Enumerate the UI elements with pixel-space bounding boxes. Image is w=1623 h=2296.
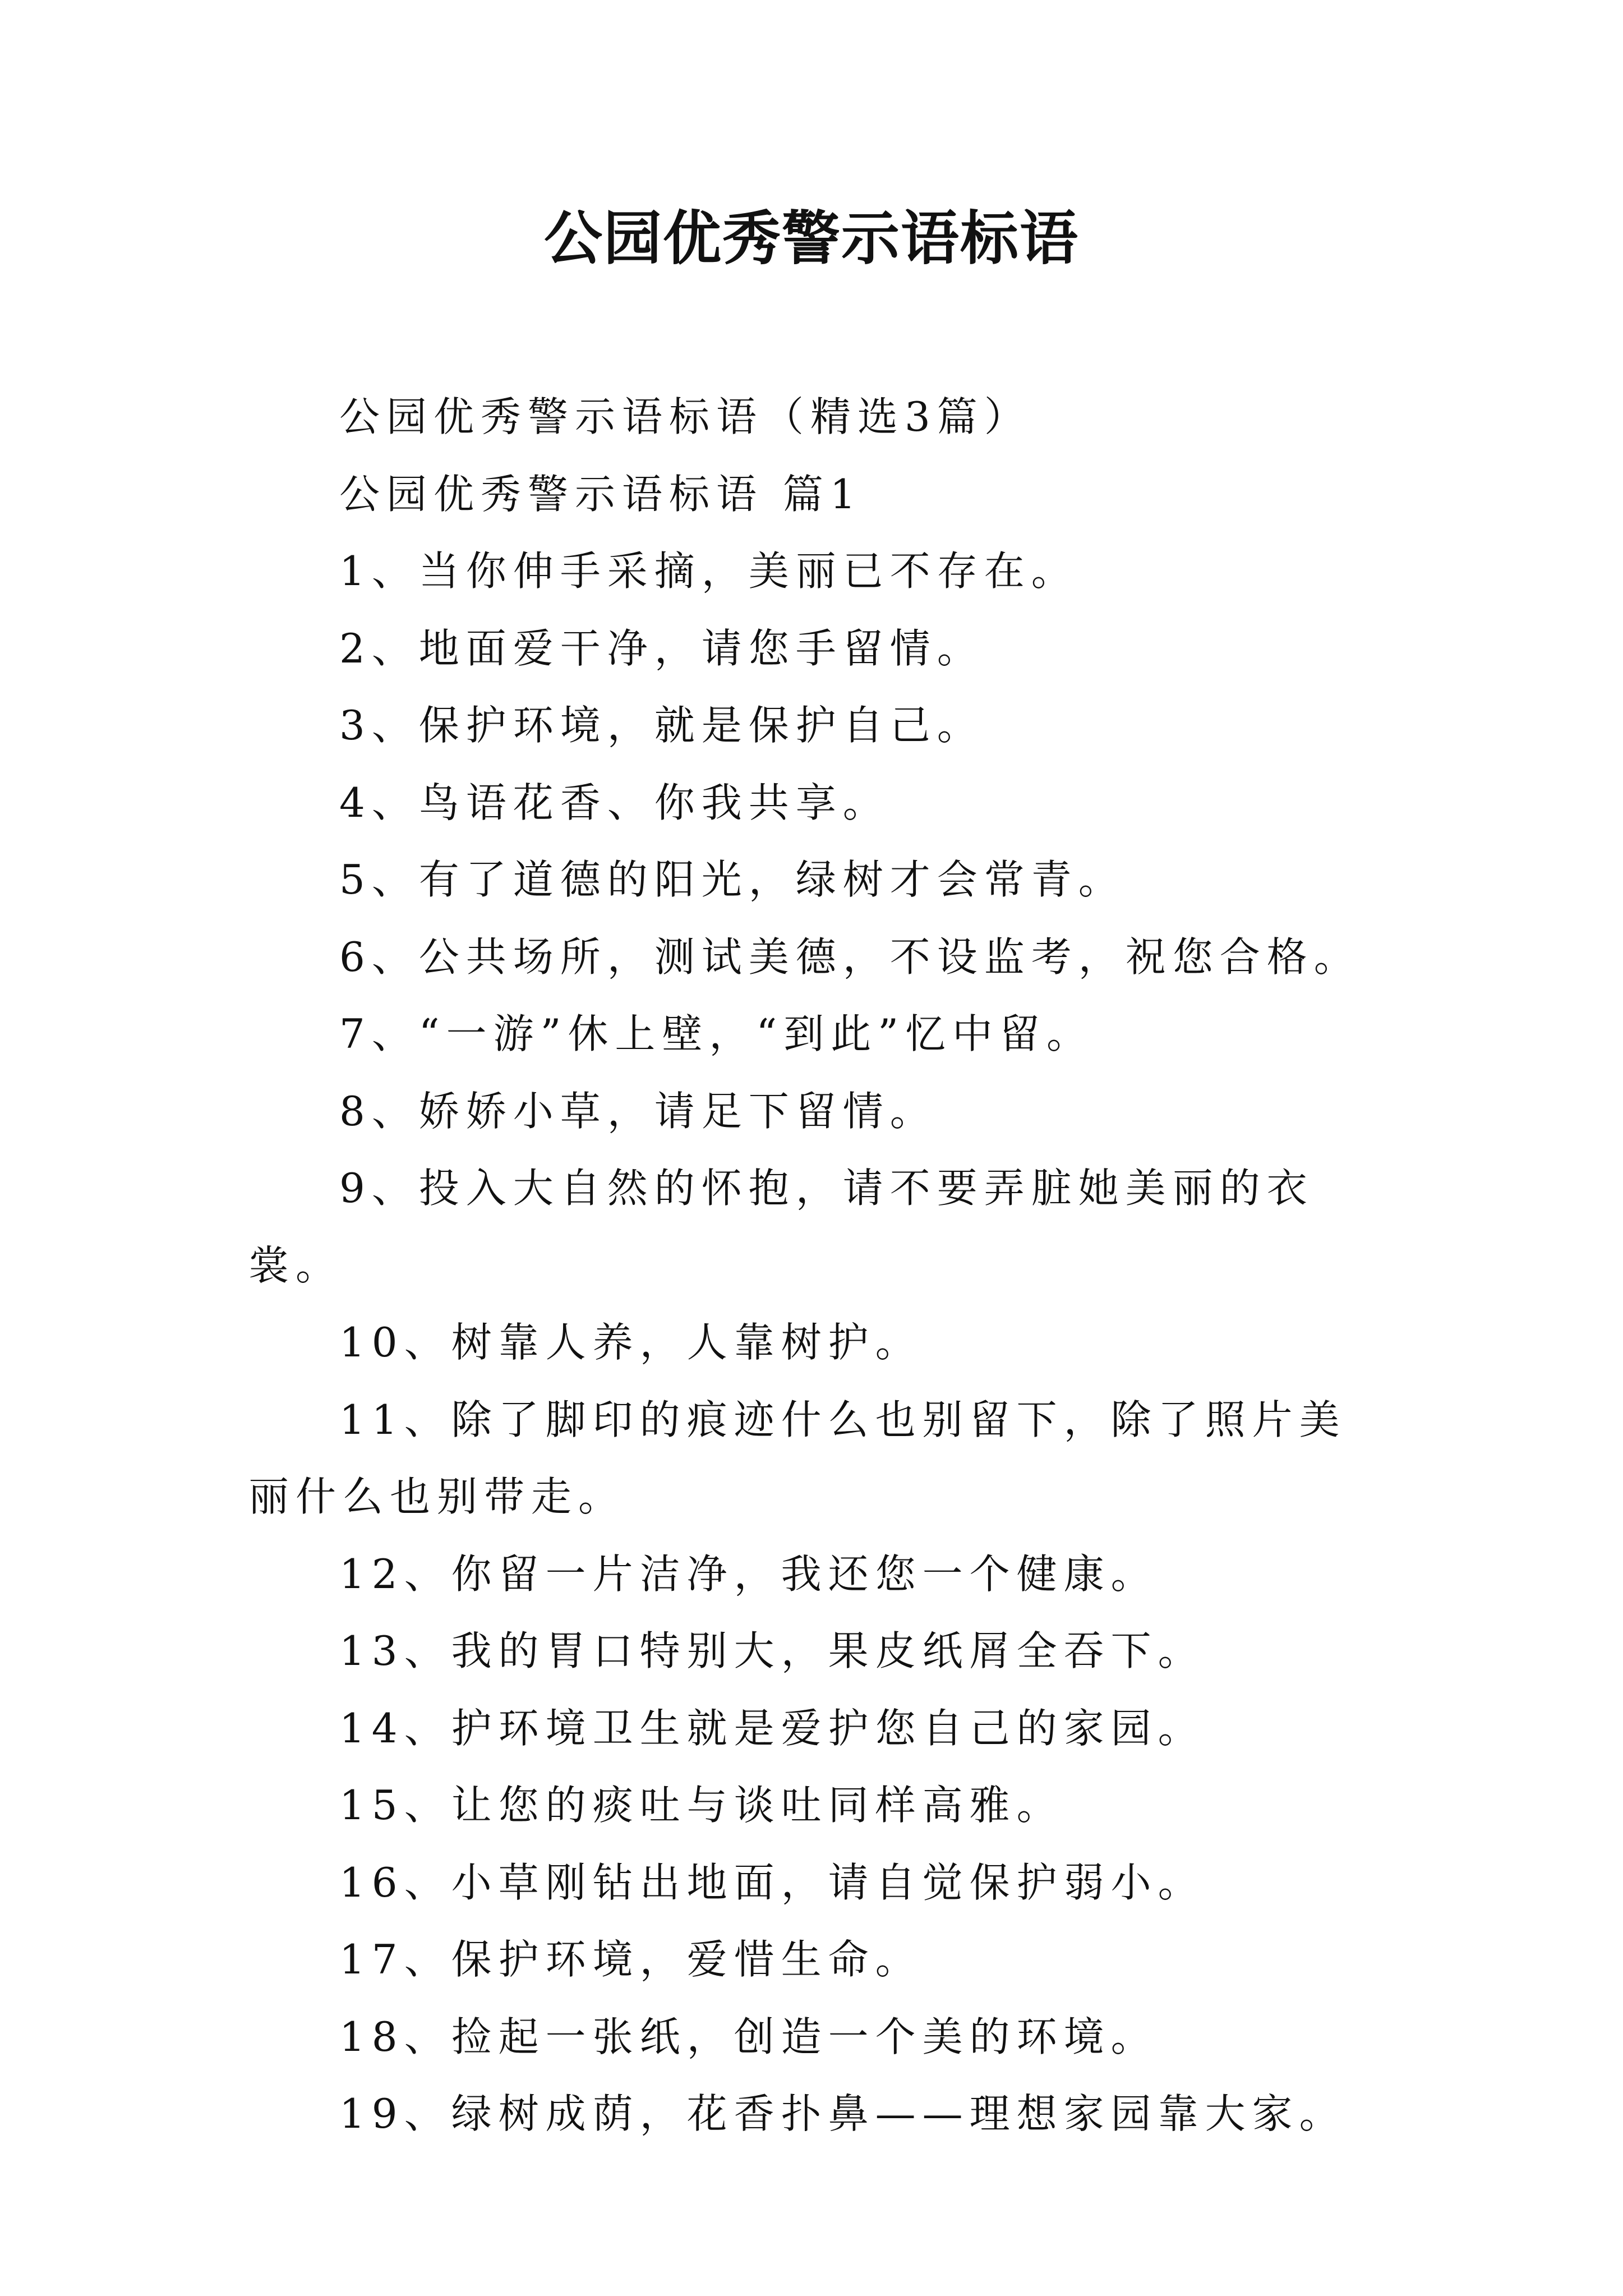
slogan-6: 6、公共场所，测试美德，不设监考，祝您合格。 bbox=[339, 933, 1361, 981]
subtitle: 公园优秀警示语标语（精选3篇） bbox=[339, 393, 1031, 440]
slogan-10: 10、树靠人养，人靠树护。 bbox=[339, 1319, 923, 1366]
slogan-15: 15、让您的痰吐与谈吐同样高雅。 bbox=[339, 1782, 1064, 1829]
slogan-13: 13、我的胃口特别大，果皮纸屑全吞下。 bbox=[339, 1627, 1205, 1674]
slogan-18: 18、捡起一张纸，创造一个美的环境。 bbox=[339, 2013, 1158, 2060]
slogan-11: 11、除了脚印的痕迹什么也别留下，除了照片美丽什么也别带走。 bbox=[248, 1396, 1347, 1520]
slogan-8: 8、娇娇小草，请足下留情。 bbox=[339, 1087, 937, 1135]
slogan-4: 4、鸟语花香、你我共享。 bbox=[339, 779, 890, 826]
slogan-14: 14、护环境卫生就是爱护您自己的家园。 bbox=[339, 1704, 1205, 1752]
slogan-2: 2、地面爱干净，请您手留情。 bbox=[339, 624, 984, 672]
slogan-5: 5、有了道德的阳光，绿树才会常青。 bbox=[339, 856, 1126, 903]
slogan-3: 3、保护环境，就是保护自己。 bbox=[339, 702, 984, 749]
document-title: 公园优秀警示语标语 bbox=[543, 204, 1079, 273]
document-body bbox=[248, 379, 1393, 2153]
section-heading: 公园优秀警示语标语 篇1 bbox=[339, 470, 863, 518]
slogan-7: 7、“一游”休上壁，“到此”忆中留。 bbox=[339, 1010, 1094, 1057]
slogan-9: 9、投入大自然的怀抱，请不要弄脏她美丽的衣裳。 bbox=[248, 1165, 1314, 1289]
slogan-12: 12、你留一片洁净，我还您一个健康。 bbox=[339, 1550, 1158, 1598]
slogan-19: 19、绿树成荫，花香扑鼻——理想家园靠大家。 bbox=[339, 2090, 1347, 2137]
slogan-17: 17、保护环境，爱惜生命。 bbox=[339, 1936, 923, 1983]
slogan-1: 1、当你伸手采摘，美丽已不存在。 bbox=[339, 547, 1078, 595]
slogan-16: 16、小草刚钻出地面，请自觉保护弱小。 bbox=[339, 1858, 1205, 1906]
